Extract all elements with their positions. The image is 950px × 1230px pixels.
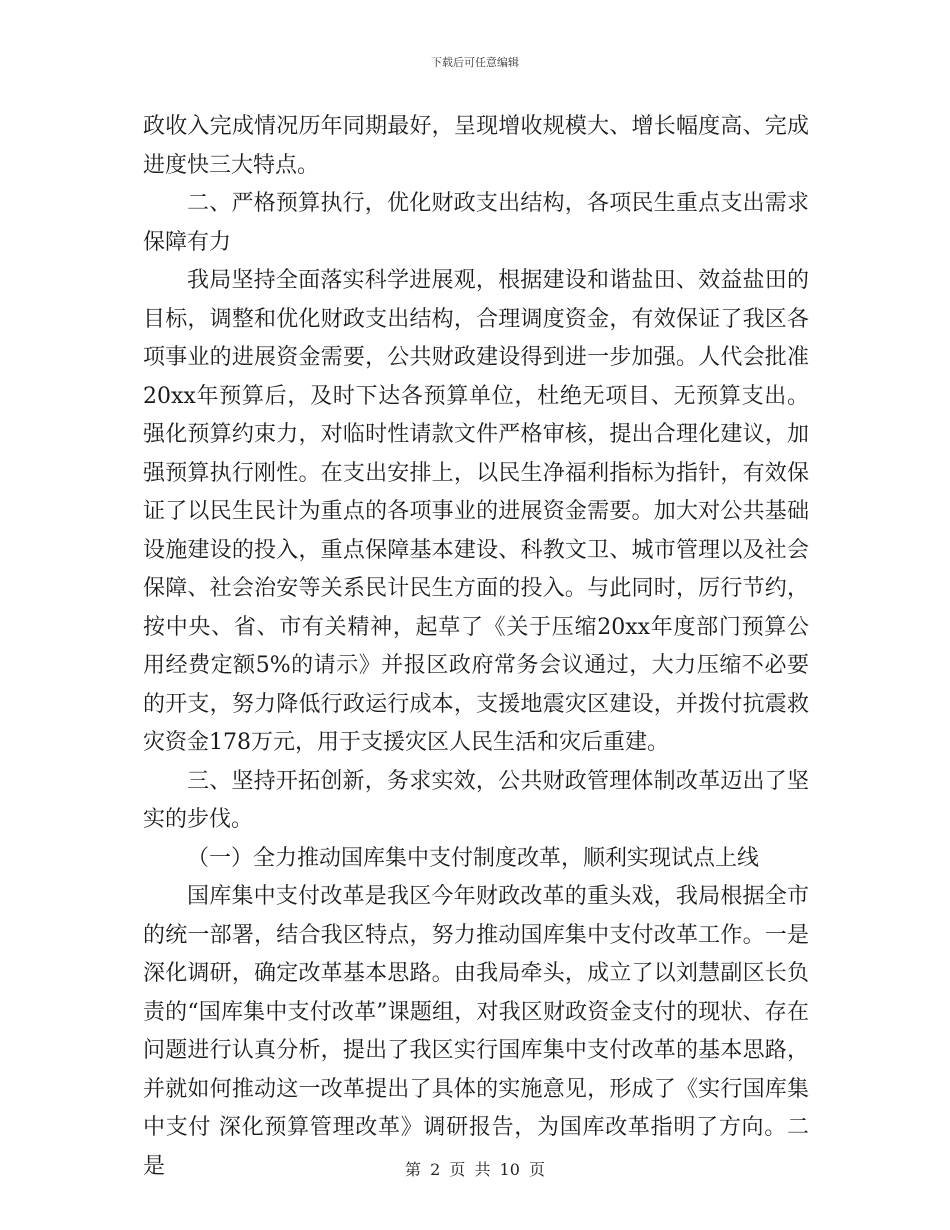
paragraph: 政收入完成情况历年同期最好，呈现增收规模大、增长幅度高、完成进度快三大特点。 bbox=[143, 114, 809, 178]
document-body bbox=[143, 108, 809, 1186]
subsection-heading: （一）全力推动国库集中支付制度改革，顺利实现试点上线 bbox=[187, 845, 760, 871]
paragraph: 国库集中支付改革是我区今年财政改革的重头戏，我局根据全市的统一部署，结合我区特点，努力推动国库集中支付改革工作。一是深化调研，确定改革基本思路。由我局牵头，成立了以刘慧副区长负责的“国库集中支付改革”课题组，对我区财政资金支付的现状、存在问题进行认真分析，提出了我区实行国库集中支付改革的基本思路，并就如何推动这一改革提出了具体的实施意见，形成了《实行国库集中支付 深化预算管理改革》调研报告，为国库改革指明了方向。二是 bbox=[143, 884, 809, 1179]
page-number: 第 2 页 共 10 页 bbox=[405, 1160, 545, 1179]
section-heading: 二、严格预算执行，优化财政支出结构，各项民生重点支出需求保障有力 bbox=[143, 191, 809, 255]
page-header: 下载后可任意编辑 bbox=[431, 56, 519, 69]
paragraph: 我局坚持全面落实科学进展观，根据建设和谐盐田、效益盐田的目标，调整和优化财政支出结构，合理调度资金，有效保证了我区各项事业的进展资金需要，公共财政建设得到进一步加强。人代会批准20xx年预算后，及时下达各预算单位，杜绝无项目、无预算支出。强化预算约束力，对临时性请款文件严格审核，提出合理化建议，加强预算执行刚性。在支出安排上，以民生净福利指标为指针，有效保证了以民生民计为重点的各项事业的进展资金需要。加大对公共基础设施建设的投入，重点保障基本建设、科教文卫、城市管理以及社会保障、社会治安等关系民计民生方面的投入。与此同时，厉行节约，按中央、省、市有关精神，起草了《关于压缩20xx年度部门预算公用经费定额5%的请示》并报区政府常务会议通过，大力压缩不必要的开支，努力降低行政运行成本，支援地震灾区建设，并拨付抗震救灾资金178万元，用于支援灾区人民生活和灾后重建。 bbox=[143, 268, 809, 755]
section-heading: 三、坚持开拓创新，务求实效，公共财政管理体制改革迈出了坚实的步伐。 bbox=[143, 768, 809, 832]
